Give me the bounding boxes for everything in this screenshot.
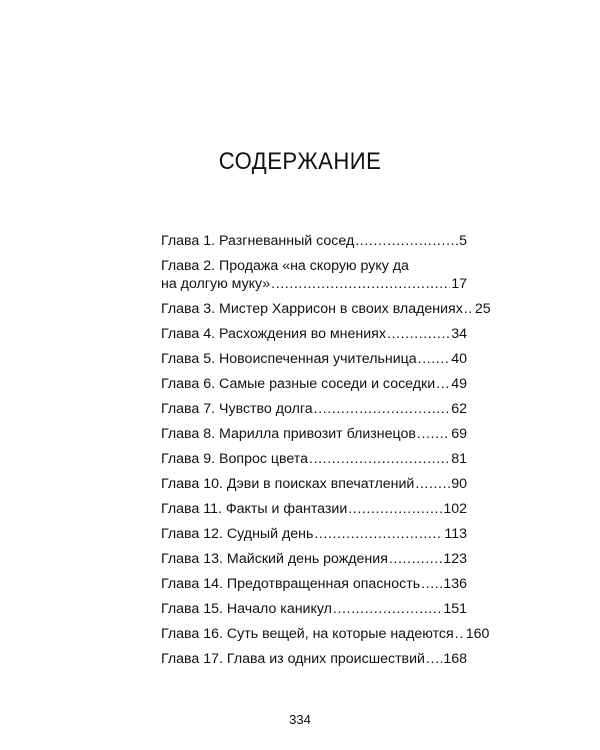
toc-entry-row xyxy=(161,475,467,493)
toc-entry-page: 49 xyxy=(451,376,467,392)
toc-entry[interactable] xyxy=(161,625,490,643)
toc-entry-row xyxy=(161,232,467,250)
toc-entry-row xyxy=(161,400,467,418)
toc-entry[interactable] xyxy=(161,375,467,393)
toc-entry-row xyxy=(161,575,467,593)
toc-entry-row xyxy=(161,500,467,518)
toc-entry-title: Глава 6. Самые разные соседи и соседки xyxy=(161,376,436,392)
toc-entry-title: Глава 3. Мистер Харрисон в своих владениях xyxy=(161,301,463,317)
dot-leader xyxy=(418,350,451,368)
toc-entry-page: 69 xyxy=(451,426,467,442)
toc-entry[interactable] xyxy=(161,300,491,318)
toc-entry-row xyxy=(161,450,467,468)
dot-leader xyxy=(455,625,465,643)
toc-entry[interactable] xyxy=(161,425,467,443)
toc-entry-title: Глава 9. Вопрос цвета xyxy=(161,451,309,467)
dot-leader xyxy=(271,275,450,293)
toc-entry-page: 17 xyxy=(451,276,467,292)
toc-entry-page: 25 xyxy=(474,301,491,317)
toc-entry-row xyxy=(161,600,467,618)
toc-entry-title: Глава 4. Расхождения во мнениях xyxy=(161,326,386,342)
toc-entry-row xyxy=(161,525,467,543)
dot-leader xyxy=(333,600,442,618)
toc-entry-title: на долгую муку» xyxy=(161,276,271,292)
dot-leader xyxy=(415,475,450,493)
toc-entry-title: Глава 15. Начало каникул xyxy=(161,601,332,617)
toc-entry-title: Глава 11. Факты и фантазии xyxy=(161,501,348,517)
toc-entry-page: 123 xyxy=(443,551,467,567)
toc-entry-page: 40 xyxy=(451,351,467,367)
toc-entry-row xyxy=(161,650,467,668)
dot-leader xyxy=(355,232,458,250)
dot-leader xyxy=(348,500,442,518)
dot-leader xyxy=(426,650,442,668)
toc-entry[interactable] xyxy=(161,325,467,343)
table-of-contents xyxy=(161,232,491,675)
toc-entry-page: 102 xyxy=(443,501,467,517)
toc-entry-title-line: Глава 2. Продажа «на скорую руку да xyxy=(161,258,409,274)
toc-entry-row xyxy=(161,275,467,293)
toc-entry-title: Глава 16. Суть вещей, на которые надеются xyxy=(161,626,454,642)
toc-entry-page: 160 xyxy=(465,626,490,642)
toc-entry[interactable] xyxy=(161,257,467,293)
toc-entry[interactable] xyxy=(161,550,467,568)
toc-entry-row xyxy=(161,350,467,368)
toc-entry[interactable] xyxy=(161,400,467,418)
toc-entry-title: Глава 14. Предотвращенная опасность xyxy=(161,576,421,592)
toc-entry-row xyxy=(161,625,490,643)
toc-entry-row xyxy=(161,425,467,443)
dot-leader xyxy=(309,450,450,468)
toc-entry-row xyxy=(161,375,467,393)
dot-leader xyxy=(314,400,451,418)
toc-entry[interactable] xyxy=(161,575,467,593)
toc-entry-page: 62 xyxy=(451,401,467,417)
toc-entry-page: 136 xyxy=(443,576,467,592)
toc-entry-title: Глава 1. Разгневанный сосед xyxy=(161,233,355,249)
toc-entry-page: 113 xyxy=(444,526,467,542)
toc-entry-title: Глава 5. Новоиспеченная учительница xyxy=(161,351,417,367)
toc-entry[interactable] xyxy=(161,232,467,250)
toc-entry-title: Глава 10. Дэви в поисках впечатлений xyxy=(161,476,415,492)
toc-entry-page: 5 xyxy=(459,233,467,249)
toc-entry[interactable] xyxy=(161,500,467,518)
dot-leader xyxy=(417,425,450,443)
toc-entry-page: 168 xyxy=(443,651,467,667)
toc-entry-title: Глава 13. Майский день рождения xyxy=(161,551,388,567)
toc-entry-title: Глава 17. Глава из одних происшествий xyxy=(161,651,425,667)
toc-entry[interactable] xyxy=(161,350,467,368)
dot-leader xyxy=(464,300,474,318)
toc-entry-row xyxy=(161,300,491,318)
dot-leader xyxy=(314,525,443,543)
page-title: СОДЕРЖАНИЕ xyxy=(218,148,382,175)
toc-entry-row xyxy=(161,550,467,568)
toc-entry[interactable] xyxy=(161,475,467,493)
toc-entry-page: 34 xyxy=(451,326,467,342)
toc-entry-title: Глава 7. Чувство долга xyxy=(161,401,313,417)
toc-entry[interactable] xyxy=(161,525,467,543)
toc-entry[interactable] xyxy=(161,650,467,668)
toc-entry-page: 90 xyxy=(451,476,467,492)
toc-entry-row xyxy=(161,325,467,343)
dot-leader xyxy=(387,325,450,343)
dot-leader xyxy=(389,550,442,568)
toc-entry-page: 151 xyxy=(443,601,467,617)
toc-entry[interactable] xyxy=(161,450,467,468)
dot-leader xyxy=(421,575,442,593)
toc-entry[interactable] xyxy=(161,600,467,618)
page-number: 334 xyxy=(289,712,311,727)
toc-entry-page: 81 xyxy=(451,451,467,467)
toc-entry-title: Глава 8. Марилла привозит близнецов xyxy=(161,426,416,442)
toc-entry-title: Глава 12. Судный день xyxy=(161,526,314,542)
dot-leader xyxy=(436,375,450,393)
